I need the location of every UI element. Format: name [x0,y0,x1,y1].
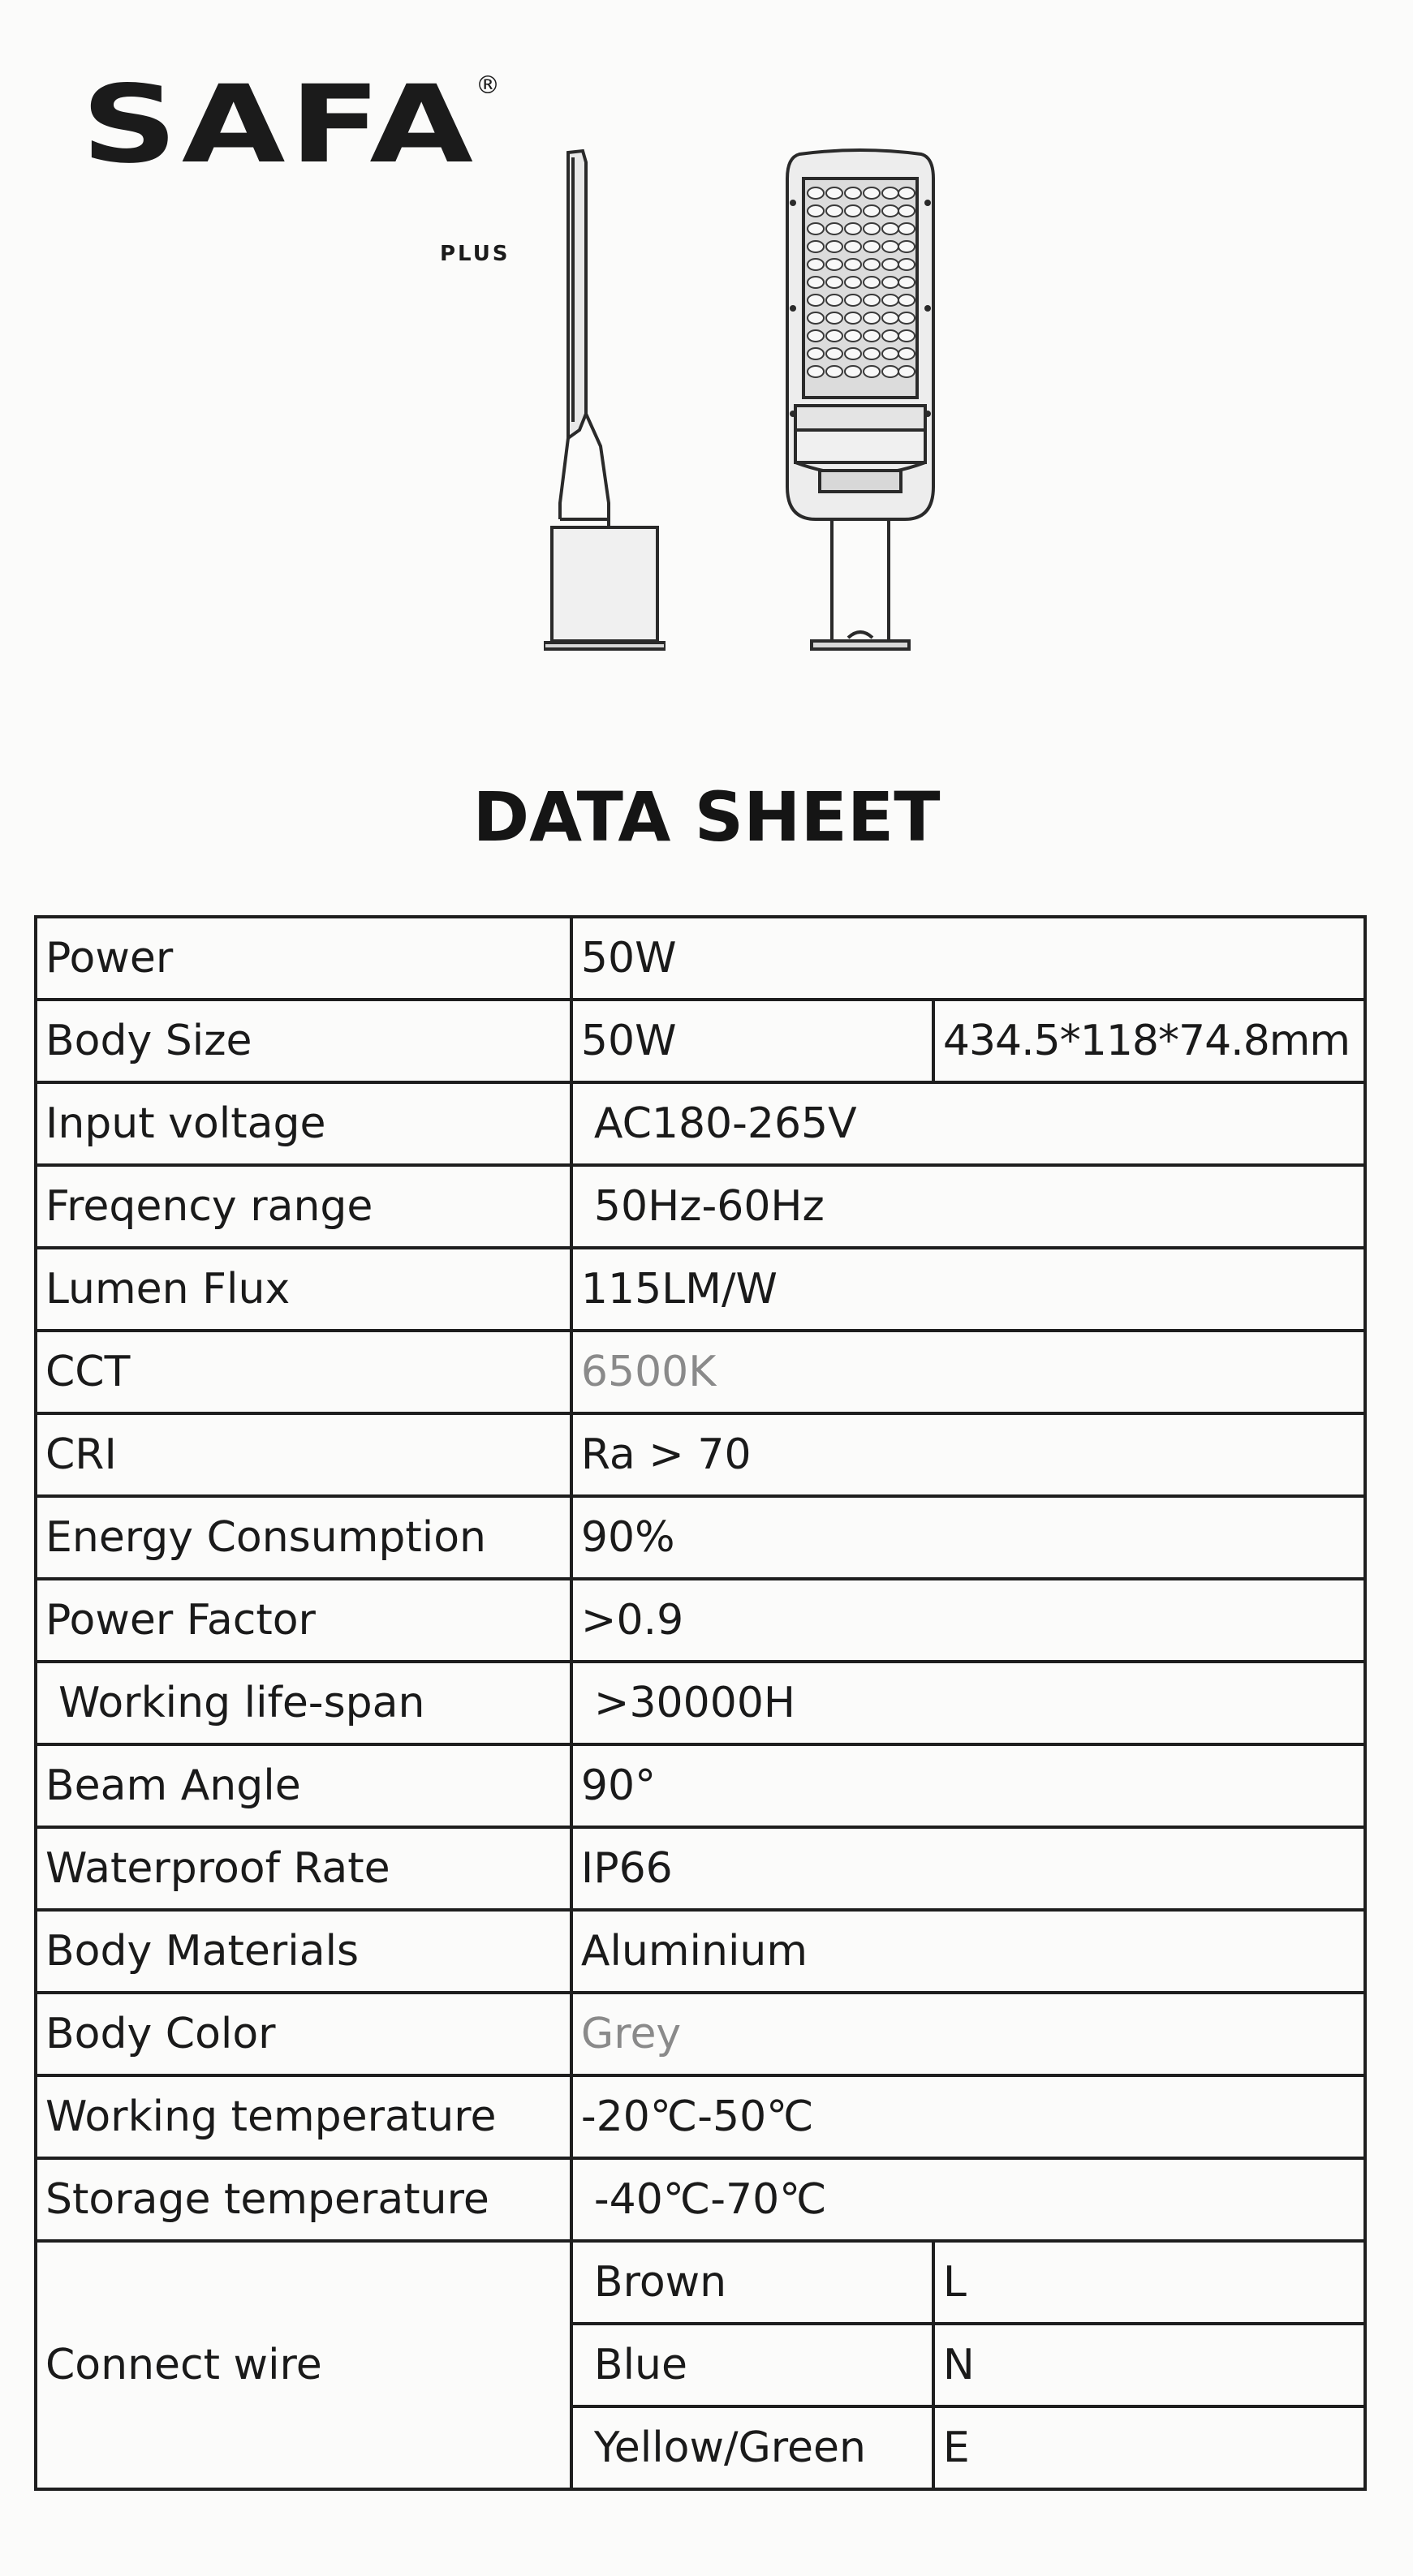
page-title: DATA SHEET [472,777,941,857]
working-life-label: Working life-span [36,1662,571,1744]
logo-wordmark: SAFA [81,62,478,187]
wire-terminal-l: L [933,2241,1365,2324]
table-row-cct [36,1331,1365,1413]
wire-terminal-e: E [933,2406,1365,2489]
table-row-power [36,917,1365,1000]
table-row-input-voltage [36,1082,1365,1165]
table-row-body-materials [36,1910,1365,1993]
body-materials-label: Body Materials [36,1910,571,1993]
data-sheet-table [34,915,1367,2491]
table-row-working-life [36,1662,1365,1744]
energy-consumption-value: 90% [571,1496,1365,1579]
wire-color-blue: Blue [571,2324,933,2406]
table-row-frequency-range [36,1165,1365,1248]
cri-label: CRI [36,1413,571,1496]
body-size-label: Body Size [36,1000,571,1082]
streetlight-front-view-drawing [767,146,954,665]
logo-registered-mark: ® [476,71,500,100]
cri-value: Ra > 70 [571,1413,1365,1496]
table-row-waterproof-rate [36,1827,1365,1910]
working-temperature-label: Working temperature [36,2075,571,2158]
input-voltage-value: AC180-265V [571,1082,1365,1165]
wire-color-brown: Brown [571,2241,933,2324]
table-row-beam-angle [36,1744,1365,1827]
waterproof-rate-label: Waterproof Rate [36,1827,571,1910]
table-row-body-color [36,1993,1365,2075]
table-row-body-size [36,1000,1365,1082]
body-size-value: 50W [571,1000,933,1082]
storage-temperature-value: -40℃-70℃ [571,2158,1365,2241]
table-row-connect-wire-brown [36,2241,1365,2324]
table-row-power-factor [36,1579,1365,1662]
power-label: Power [36,917,571,1000]
power-value: 50W [571,917,1365,1000]
working-temperature-value: -20℃-50℃ [571,2075,1365,2158]
body-size-dimensions: 434.5*118*74.8mm [933,1000,1365,1082]
frequency-range-label: Freqency range [36,1165,571,1248]
logo-subtitle: PLUS [440,242,510,266]
body-materials-value: Aluminium [571,1910,1365,1993]
wire-color-yellow-green: Yellow/Green [571,2406,933,2489]
lumen-flux-value: 115LM/W [571,1248,1365,1331]
waterproof-rate-value: IP66 [571,1827,1365,1910]
lumen-flux-label: Lumen Flux [36,1248,571,1331]
table-row-storage-temperature [36,2158,1365,2241]
power-factor-value: >0.9 [571,1579,1365,1662]
power-factor-label: Power Factor [36,1579,571,1662]
brand-logo [81,62,510,266]
table-row-cri [36,1413,1365,1496]
body-color-label: Body Color [36,1993,571,2075]
table-row-lumen-flux [36,1248,1365,1331]
beam-angle-value: 90° [571,1744,1365,1827]
storage-temperature-label: Storage temperature [36,2158,571,2241]
cct-value: 6500K [571,1331,1365,1413]
cct-label: CCT [36,1331,571,1413]
body-color-value: Grey [571,1993,1365,2075]
working-life-value: >30000H [571,1662,1365,1744]
energy-consumption-label: Energy Consumption [36,1496,571,1579]
table-row-working-temperature [36,2075,1365,2158]
streetlight-side-view-drawing [544,146,666,665]
table-row-energy-consumption [36,1496,1365,1579]
beam-angle-label: Beam Angle [36,1744,571,1827]
connect-wire-label: Connect wire [36,2241,571,2489]
frequency-range-value: 50Hz-60Hz [571,1165,1365,1248]
wire-terminal-n: N [933,2324,1365,2406]
input-voltage-label: Input voltage [36,1082,571,1165]
